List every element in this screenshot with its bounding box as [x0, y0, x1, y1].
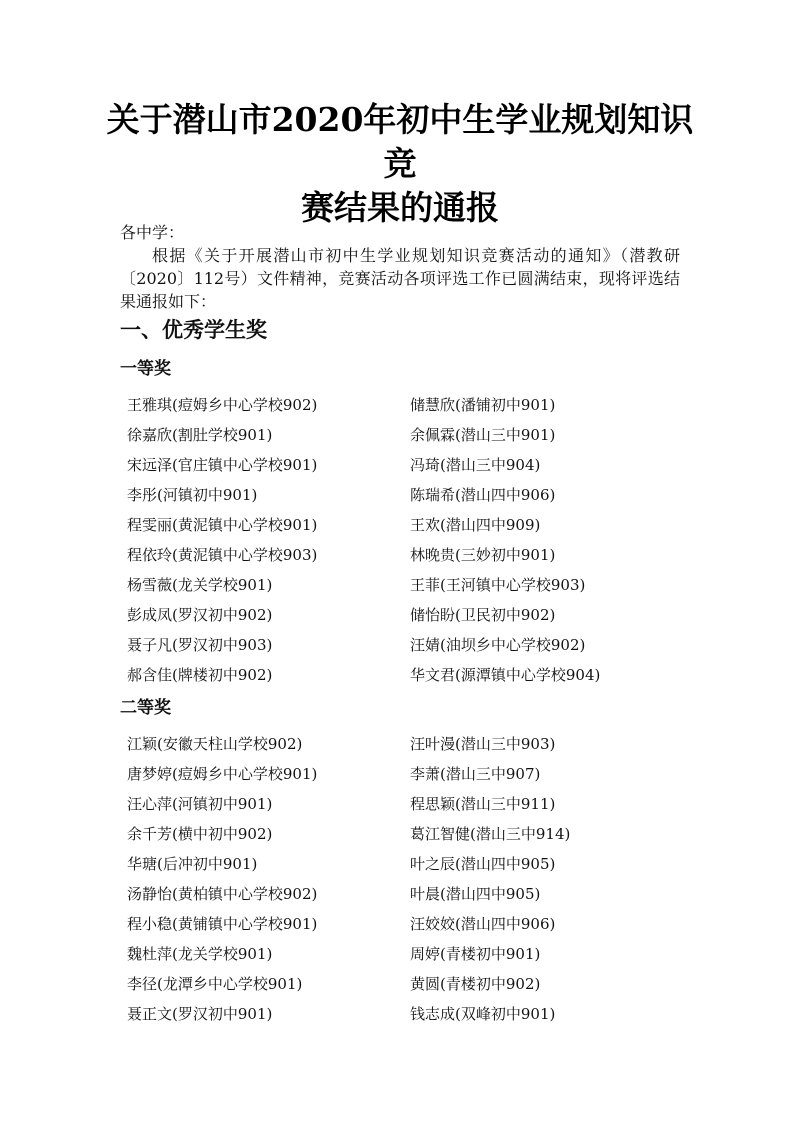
student-entry: 汪叶漫(潜山三中903): [410, 735, 556, 753]
student-entry: 魏杜萍(龙关学校901): [127, 945, 273, 963]
student-entry: 冯琦(潜山三中904): [410, 456, 541, 474]
section-title: 一、优秀学生奖: [120, 318, 267, 342]
list-item: [0, 570, 800, 600]
student-entry: 汤静怡(黄柏镇中心学校902): [127, 885, 318, 903]
student-entry: 储怡盼(卫民初中902): [410, 606, 556, 624]
student-entry: 华文君(源潭镇中心学校904): [410, 666, 601, 684]
student-entry: 杨雪薇(龙关学校901): [127, 576, 273, 594]
student-entry: 钱志成(双峰初中901): [410, 1005, 556, 1023]
list-item: [0, 909, 800, 939]
list-item: [0, 879, 800, 909]
student-entry: 陈瑞希(潜山四中906): [410, 486, 556, 504]
student-entry: 程思颖(潜山三中911): [410, 795, 556, 813]
document-title: [100, 98, 700, 230]
student-entry: 聂子凡(罗汉初中903): [127, 636, 273, 654]
student-entry: 葛江智健(潜山三中914): [410, 825, 571, 843]
salutation: 各中学：: [120, 223, 185, 242]
student-entry: 程小稳(黄铺镇中心学校901): [127, 915, 318, 933]
student-entry: 宋远泽(官庄镇中心学校901): [127, 456, 318, 474]
student-entry: 徐嘉欣(割肚学校901): [127, 426, 273, 444]
list-item: [0, 759, 800, 789]
list-item: [0, 729, 800, 759]
list-item: [0, 819, 800, 849]
list-item: [0, 450, 800, 480]
student-entry: 叶之辰(潜山四中905): [410, 855, 556, 873]
student-entry: 汪婧(油坝乡中心学校902): [410, 636, 586, 654]
award-heading-first: 一等奖: [120, 359, 171, 379]
list-item: [0, 969, 800, 999]
award-list-second: [0, 729, 800, 1029]
student-entry: 王菲(王河镇中心学校903): [410, 576, 586, 594]
student-entry: 唐梦婷(痘姆乡中心学校901): [127, 765, 318, 783]
student-entry: 李彤(河镇初中901): [127, 486, 258, 504]
student-entry: 王欢(潜山四中909): [410, 516, 541, 534]
list-item: [0, 939, 800, 969]
student-entry: 余千芳(横中初中902): [127, 825, 273, 843]
student-entry: 林晚贵(三妙初中901): [410, 546, 556, 564]
list-item: [0, 849, 800, 879]
award-heading-second: 二等奖: [120, 698, 171, 718]
student-entry: 江颖(安徽天柱山学校902): [127, 735, 303, 753]
student-entry: 李径(龙潭乡中心学校901): [127, 975, 303, 993]
award-list-first: [0, 390, 800, 690]
student-entry: 彭成凤(罗汉初中902): [127, 606, 273, 624]
list-item: [0, 660, 800, 690]
student-entry: 黄圆(青楼初中902): [410, 975, 541, 993]
student-entry: 郝含佳(牌楼初中902): [127, 666, 273, 684]
student-entry: 李萧(潜山三中907): [410, 765, 541, 783]
student-entry: 周婷(青楼初中901): [410, 945, 541, 963]
list-item: [0, 390, 800, 420]
student-entry: 程雯丽(黄泥镇中心学校901): [127, 516, 318, 534]
list-item: [0, 600, 800, 630]
title-line-2: 赛结果的通报: [301, 188, 499, 227]
student-entry: 程依玲(黄泥镇中心学校903): [127, 546, 318, 564]
list-item: [0, 540, 800, 570]
list-item: [0, 420, 800, 450]
student-entry: 叶晨(潜山四中905): [410, 885, 541, 903]
list-item: [0, 510, 800, 540]
student-entry: 华瑭(后冲初中901): [127, 855, 258, 873]
student-entry: 王雅琪(痘姆乡中心学校902): [127, 396, 318, 414]
list-item: [0, 480, 800, 510]
body-paragraph: 根据《关于开展潜山市初中生学业规划知识竞赛活动的通知》（潜教研〔2020〕112号）文件精神，竞赛活动各项评选工作已圆满结束，现将评选结果通报如下：: [120, 246, 680, 311]
list-item: [0, 630, 800, 660]
student-entry: 储慧欣(潘铺初中901): [410, 396, 556, 414]
list-item: [0, 999, 800, 1029]
student-entry: 聂正文(罗汉初中901): [127, 1005, 273, 1023]
list-item: [0, 789, 800, 819]
title-line-1: 关于潜山市2020年初中生学业规划知识竞: [106, 100, 694, 183]
student-entry: 汪心萍(河镇初中901): [127, 795, 273, 813]
student-entry: 余佩霖(潜山三中901): [410, 426, 556, 444]
student-entry: 汪姣姣(潜山四中906): [410, 915, 556, 933]
